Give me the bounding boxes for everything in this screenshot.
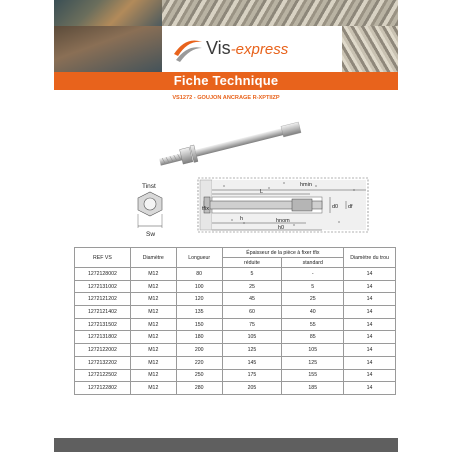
cell-trou: 14 [344, 344, 396, 357]
table-row [75, 382, 396, 395]
brand-logo [166, 26, 338, 72]
label-sw: Sw [146, 231, 156, 238]
nut-top-view [138, 192, 162, 228]
screws-photo [162, 0, 398, 26]
cell-trou: 14 [344, 268, 396, 281]
cell-ref: 1272121402 [75, 306, 131, 319]
table-row [75, 268, 396, 281]
cell-standard: 25 [282, 293, 344, 306]
cell-longueur: 250 [176, 369, 222, 382]
header-diametre: Diamètre [130, 248, 176, 268]
cell-trou: 14 [344, 356, 396, 369]
technical-sheet-page [54, 0, 398, 452]
brand-name [206, 38, 288, 59]
workbench-photo [54, 26, 162, 72]
table-row [75, 318, 396, 331]
page-title: Fiche Technique [173, 73, 279, 88]
cell-diametre: M12 [130, 382, 176, 395]
cell-standard: 55 [282, 318, 344, 331]
cell-trou: 14 [344, 369, 396, 382]
cell-ref: 1272128002 [75, 268, 131, 281]
cell-standard: 105 [282, 344, 344, 357]
cell-standard: - [282, 268, 344, 281]
table-row [75, 331, 396, 344]
cell-diametre: M12 [130, 344, 176, 357]
cell-ref: 1272132202 [75, 356, 131, 369]
cell-longueur: 100 [176, 280, 222, 293]
cell-trou: 14 [344, 293, 396, 306]
table-row [75, 356, 396, 369]
cell-longueur: 120 [176, 293, 222, 306]
cell-ref: 1272122802 [75, 382, 131, 395]
footer-bar [54, 438, 398, 452]
header-standard: standard [282, 258, 344, 268]
cell-trou: 14 [344, 382, 396, 395]
cell-reduite: 25 [222, 280, 282, 293]
cell-trou: 14 [344, 280, 396, 293]
label-l: L [260, 189, 264, 195]
cell-diametre: M12 [130, 306, 176, 319]
cell-diametre: M12 [130, 356, 176, 369]
cell-reduite: 105 [222, 331, 282, 344]
table-row [75, 344, 396, 357]
anchor-bolt-image [150, 108, 310, 166]
table-row [75, 280, 396, 293]
label-h: h [240, 216, 244, 222]
cell-ref: 1272122002 [75, 344, 131, 357]
cell-reduite: 45 [222, 293, 282, 306]
label-hnom: hnom [276, 218, 290, 224]
cell-ref: 1272121202 [75, 293, 131, 306]
header-epaisseur: Épaisseur de la pièce à fixer tfix [222, 248, 344, 258]
tools-photo [54, 0, 162, 26]
cell-standard: 155 [282, 369, 344, 382]
cell-reduite: 5 [222, 268, 282, 281]
header-diametre-trou: Diamètre du trou [344, 248, 396, 268]
cell-diametre: M12 [130, 318, 176, 331]
cell-standard: 125 [282, 356, 344, 369]
label-d0: d0 [332, 204, 339, 210]
cell-diametre: M12 [130, 280, 176, 293]
cell-standard: 185 [282, 382, 344, 395]
brand-name-suffix: -express [230, 41, 289, 58]
label-tinst: Tinst [142, 183, 156, 190]
table-row [75, 293, 396, 306]
cell-reduite: 145 [222, 356, 282, 369]
table-row [75, 306, 396, 319]
label-h0: h0 [278, 225, 285, 231]
cell-reduite: 175 [222, 369, 282, 382]
header-longueur: Longueur [176, 248, 222, 268]
cell-reduite: 205 [222, 382, 282, 395]
header-photo-strip [54, 0, 398, 26]
cell-longueur: 135 [176, 306, 222, 319]
cell-standard: 40 [282, 306, 344, 319]
cell-reduite: 125 [222, 344, 282, 357]
spec-table [74, 247, 396, 395]
cell-longueur: 220 [176, 356, 222, 369]
cell-diametre: M12 [130, 331, 176, 344]
header-ref: REF VS [75, 248, 131, 268]
cell-diametre: M12 [130, 268, 176, 281]
cell-longueur: 200 [176, 344, 222, 357]
screws-photo-small [342, 26, 398, 72]
header-reduite: réduite [222, 258, 282, 268]
cell-reduite: 75 [222, 318, 282, 331]
cell-longueur: 280 [176, 382, 222, 395]
cell-longueur: 80 [176, 268, 222, 281]
cell-trou: 14 [344, 306, 396, 319]
cell-diametre: M12 [130, 369, 176, 382]
cell-standard: 85 [282, 331, 344, 344]
cell-trou: 14 [344, 318, 396, 331]
brand-name-main: Vis [206, 38, 231, 58]
label-tfix: tfix [202, 206, 210, 212]
cell-longueur: 150 [176, 318, 222, 331]
cell-ref: 1272131002 [75, 280, 131, 293]
dimension-diagram [54, 168, 398, 244]
logo-swoosh-icon [172, 34, 204, 64]
label-df: df [348, 204, 353, 210]
product-subtitle: VS1272 - GOUJON ANCRAGE R-XPTIIZP [172, 95, 280, 101]
label-hmin: hmin [300, 182, 312, 188]
spec-table-body [75, 268, 396, 395]
cell-ref: 1272131502 [75, 318, 131, 331]
cell-diametre: M12 [130, 293, 176, 306]
cell-ref: 1272131802 [75, 331, 131, 344]
cell-reduite: 60 [222, 306, 282, 319]
table-row [75, 369, 396, 382]
cell-standard: 5 [282, 280, 344, 293]
cell-ref: 1272122502 [75, 369, 131, 382]
cell-trou: 14 [344, 331, 396, 344]
cell-longueur: 180 [176, 331, 222, 344]
